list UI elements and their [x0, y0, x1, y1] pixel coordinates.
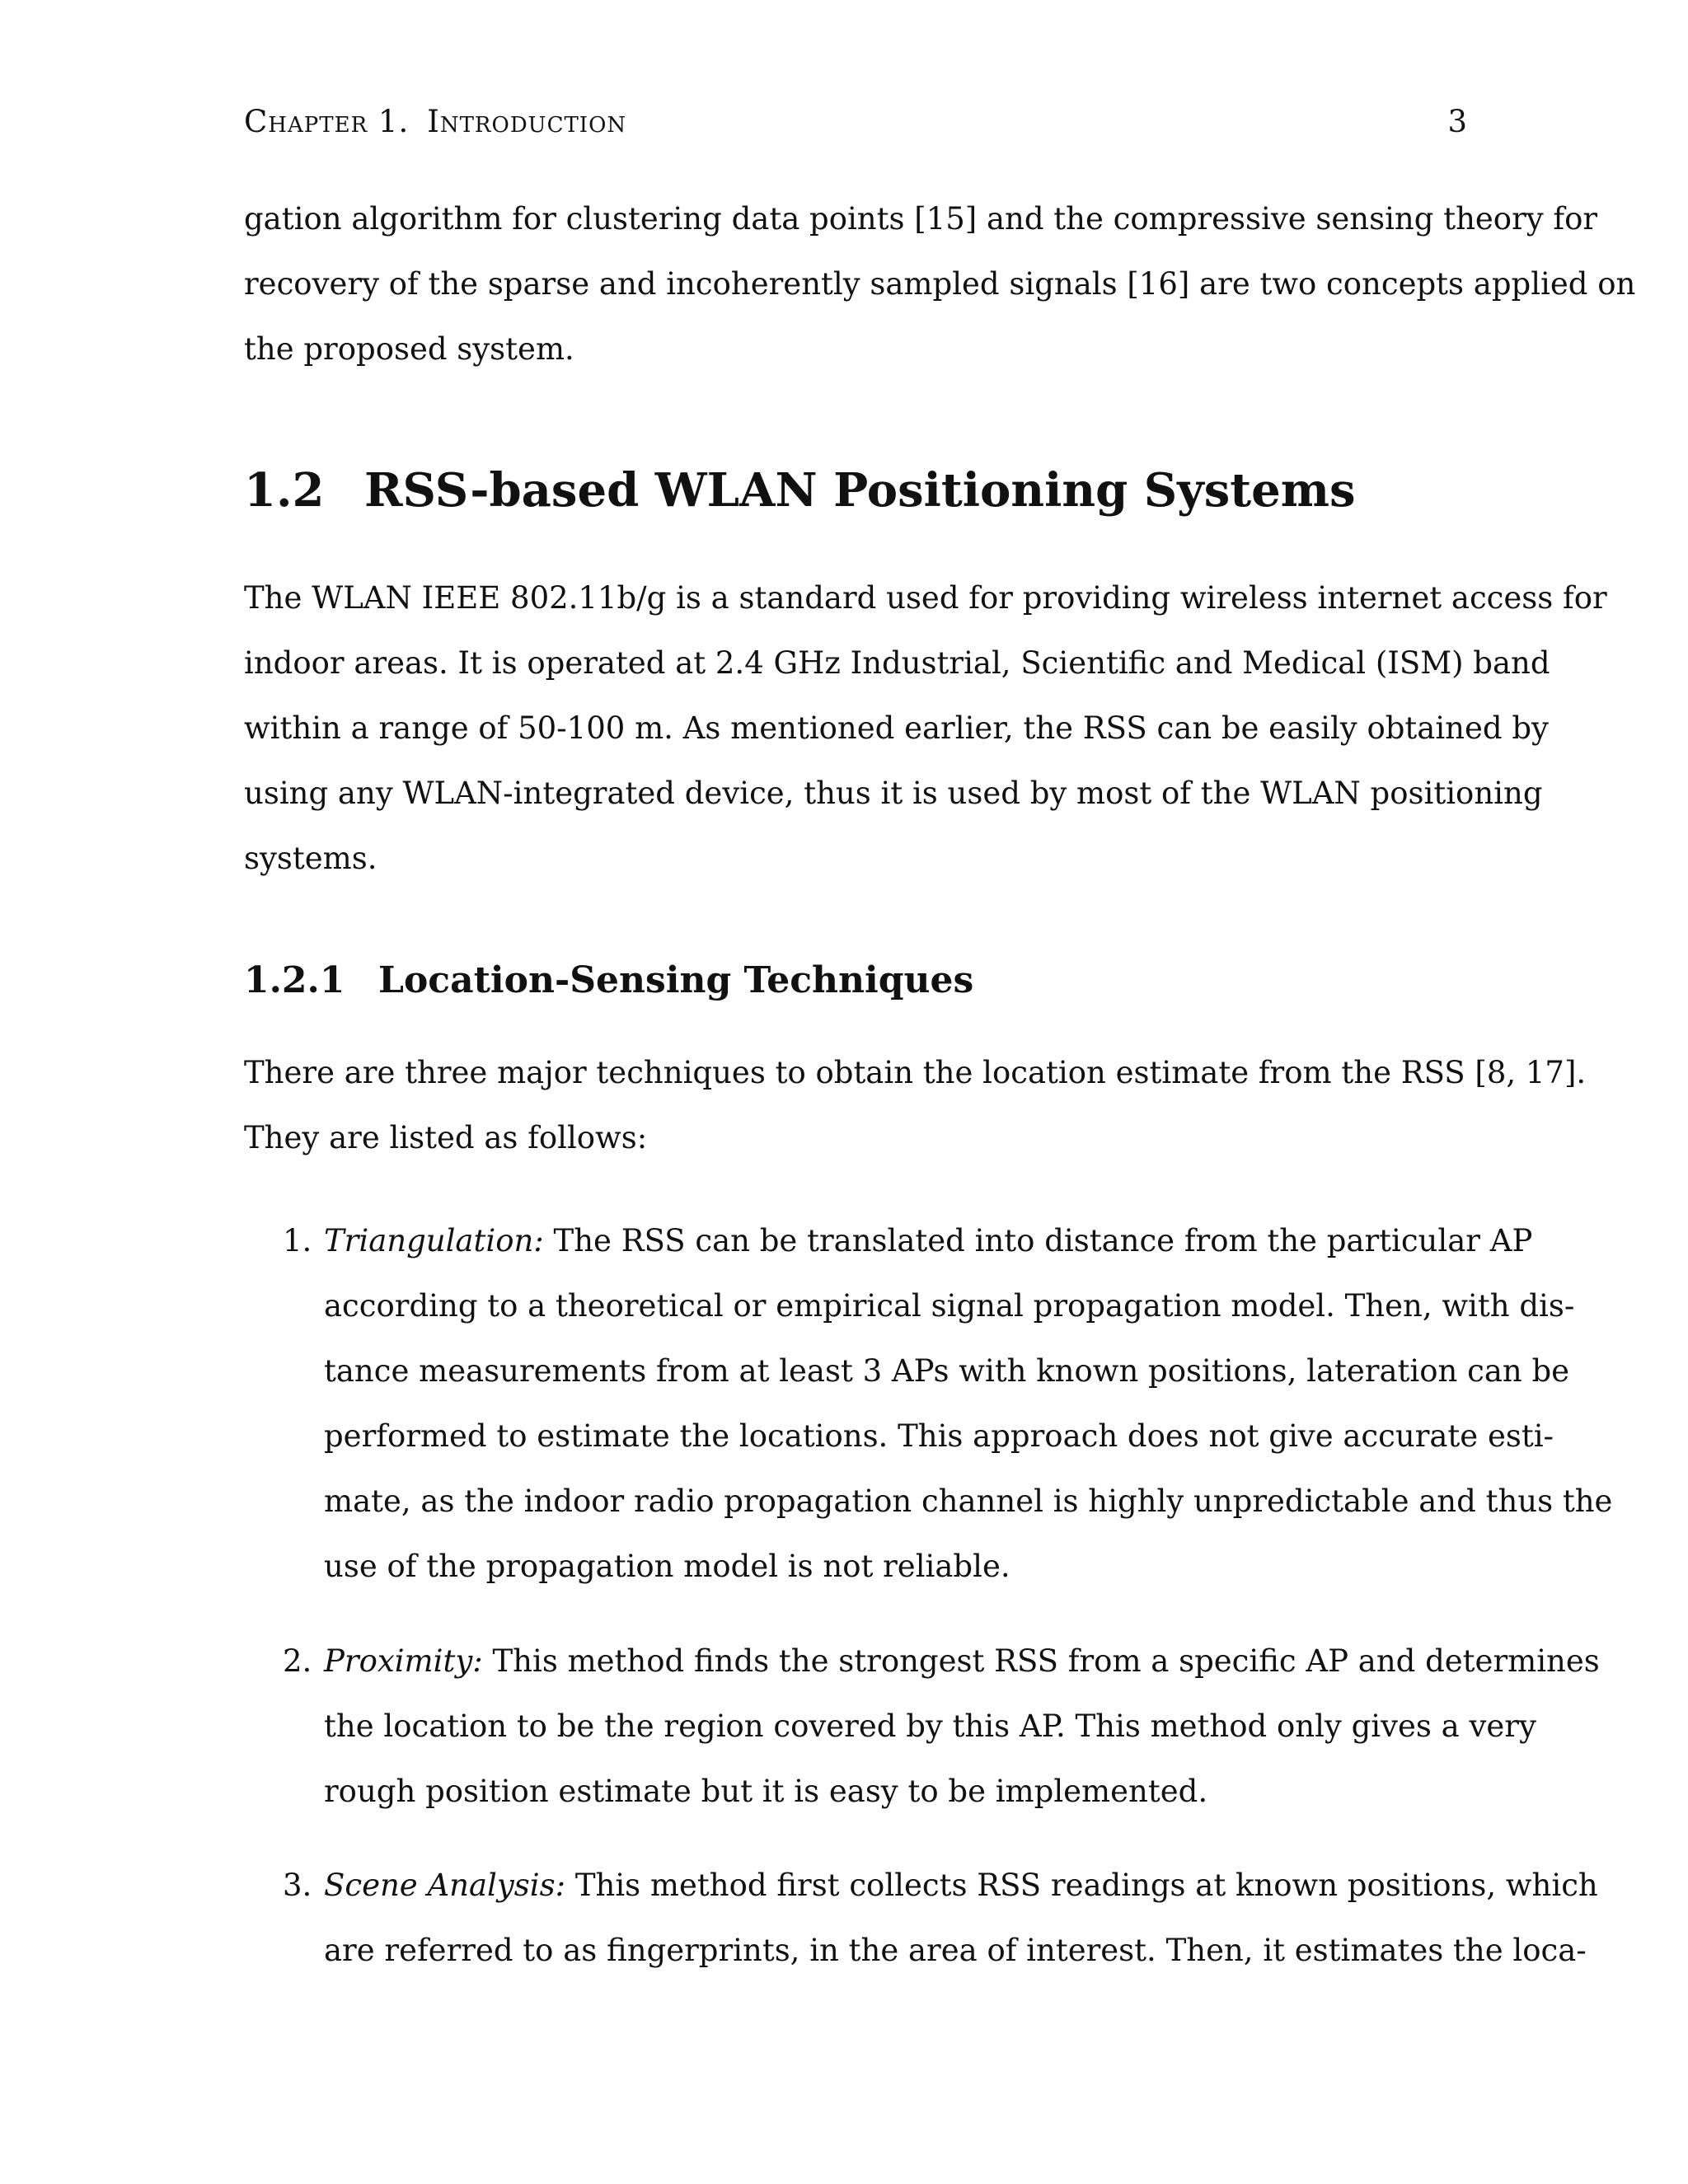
- technique-term: Triangulation:: [324, 1223, 544, 1258]
- running-head: [244, 101, 1467, 142]
- chapter-title: Introduction: [427, 103, 627, 139]
- list-item-first-line: [324, 1853, 1598, 1918]
- list-item-line: mate, as the indoor radio propagation channel is highly unpredictable and thus the: [324, 1483, 1613, 1519]
- list-item-line: according to a theoretical or empirical signal propagation model. Then, with dis-: [324, 1288, 1575, 1324]
- chapter-label: Chapter 1.: [244, 103, 410, 139]
- section-heading: [244, 462, 1480, 519]
- list-item-line: tance measurements from at least 3 APs with known positions, lateration can be: [324, 1353, 1570, 1389]
- section-title: RSS-based WLAN Positioning Systems: [364, 463, 1356, 518]
- list-marker: 3.: [283, 1868, 312, 1903]
- section-number: 1.2: [244, 463, 325, 518]
- paragraph-line: There are three major techniques to obtain the location estimate from the RSS [8, 17].: [244, 1055, 1587, 1090]
- subsection-title: Location-Sensing Techniques: [378, 959, 974, 1001]
- list-marker: 1.: [283, 1223, 312, 1258]
- technique-first-line-text: The RSS can be translated into distance from the particular AP: [543, 1223, 1533, 1258]
- list-item-first-line: [324, 1629, 1600, 1694]
- paragraph-line: They are listed as follows:: [244, 1120, 648, 1155]
- subsection-paragraph: [244, 1040, 1587, 1170]
- list-item-first-line: [324, 1208, 1533, 1273]
- list-item-content: [324, 1629, 1600, 1824]
- chapter-heading: [244, 104, 626, 139]
- paragraph-line: recovery of the sparse and incoherently sampled signals [16] are two concepts applied on: [244, 266, 1636, 302]
- paragraph-line: within a range of 50-100 m. As mentioned earlier, the RSS can be easily obtained by: [244, 710, 1549, 746]
- paragraph-line: systems.: [244, 841, 377, 876]
- intro-paragraph: [244, 186, 1636, 382]
- paragraph-line: the proposed system.: [244, 331, 574, 367]
- paragraph-line: using any WLAN-integrated device, thus it is used by most of the WLAN positioning: [244, 776, 1543, 811]
- page-number: 3: [1447, 103, 1467, 139]
- list-item-line: rough position estimate but it is easy to be implemented.: [324, 1774, 1208, 1809]
- technique-term: Scene Analysis:: [324, 1868, 566, 1903]
- list-item-line: performed to estimate the locations. This approach does not give accurate esti-: [324, 1418, 1554, 1454]
- list-item-content: [324, 1853, 1598, 1983]
- technique-term: Proximity:: [324, 1643, 483, 1679]
- list-item-line: are referred to as fingerprints, in the area of interest. Then, it estimates the loca-: [324, 1933, 1587, 1968]
- list-item-line: use of the propagation model is not reliable.: [324, 1549, 1010, 1584]
- paragraph-line: indoor areas. It is operated at 2.4 GHz Industrial, Scientific and Medical (ISM) band: [244, 645, 1550, 681]
- list-marker: 2.: [283, 1643, 312, 1679]
- subsection-heading: [244, 956, 1480, 1005]
- paragraph-line: The WLAN IEEE 802.11b/g is a standard used for providing wireless internet access for: [244, 580, 1607, 616]
- technique-first-line-text: This method finds the strongest RSS from a specific AP and determines: [482, 1643, 1600, 1679]
- technique-first-line-text: This method first collects RSS readings at known positions, which: [565, 1868, 1598, 1903]
- subsection-number: 1.2.1: [244, 959, 345, 1001]
- list-item-line: the location to be the region covered by this AP. This method only gives a very: [324, 1708, 1536, 1744]
- section-paragraph: [244, 565, 1607, 891]
- paragraph-line: gation algorithm for clustering data points [15] and the compressive sensing theory for: [244, 201, 1598, 237]
- list-item-content: [324, 1208, 1613, 1599]
